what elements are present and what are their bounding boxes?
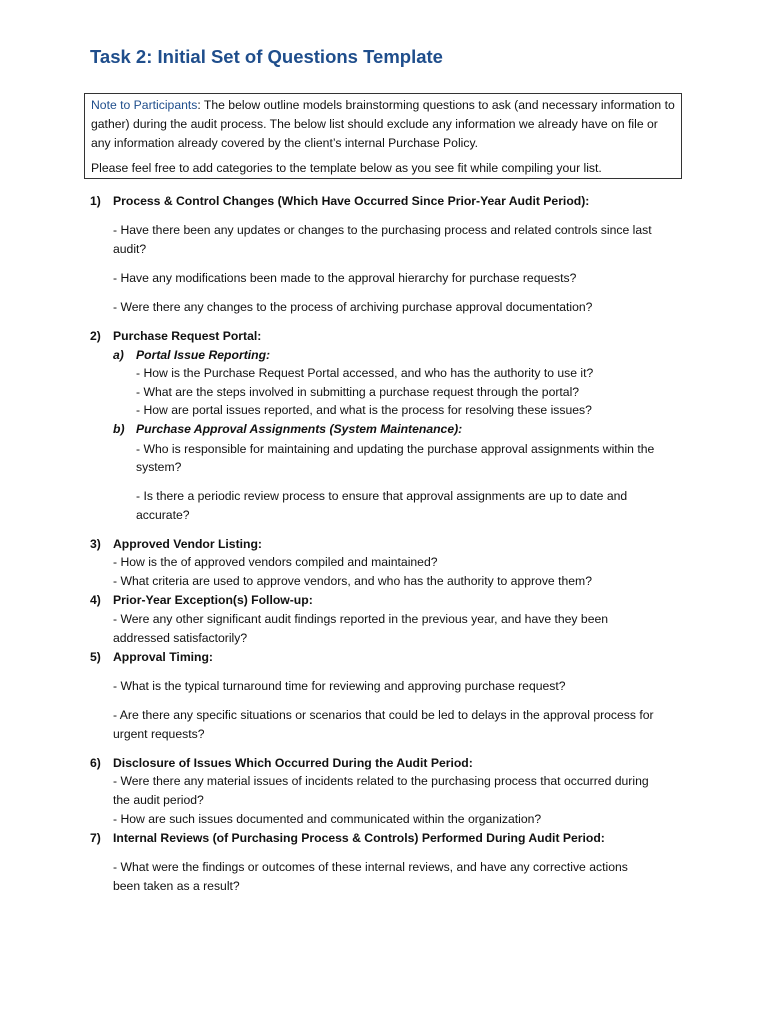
section-4-item-1: - Were any other significant audit findings reported in the previous year, and have they been xyxy=(113,612,609,626)
section-5-item-2: - Are there any specific situations or scenarios that could be led to delays in the approval process for xyxy=(113,708,654,722)
section-3-heading: Approved Vendor Listing: xyxy=(113,537,262,551)
section-6-heading: Disclosure of Issues Which Occurred During the Audit Period: xyxy=(113,756,473,770)
section-6-item-1: - Were there any material issues of incidents related to the purchasing process that occurred during xyxy=(113,774,649,788)
section-3-item-1: - How is the of approved vendors compiled and maintained? xyxy=(113,555,438,569)
section-5-item-1: - What is the typical turnaround time for reviewing and approving purchase request? xyxy=(113,679,566,693)
section-1-item-1-cont: audit? xyxy=(113,242,147,256)
section-5-number: 5) xyxy=(90,650,101,664)
section-2b-item-1-cont: system? xyxy=(136,460,182,474)
section-3-item-2: - What criteria are used to approve vendors, and who has the authority to approve them? xyxy=(113,574,592,588)
page-title: Task 2: Initial Set of Questions Template xyxy=(90,46,443,67)
note-box xyxy=(84,93,682,179)
section-2a-letter: a) xyxy=(113,348,124,362)
note-text-1: The below outline models brainstorming questions to ask (and necessary information to gather) during the audit process. The below list should exclude any information we already have on file or any information already covered by the client’s internal Purchase Policy. xyxy=(91,98,675,150)
section-2-number: 2) xyxy=(90,329,101,343)
section-6-item-1-cont: the audit period? xyxy=(113,793,204,807)
section-6-number: 6) xyxy=(90,756,101,770)
section-2b-letter: b) xyxy=(113,422,125,436)
section-2a-item-3: - How are portal issues reported, and what is the process for resolving these issues? xyxy=(136,403,592,417)
section-5-heading: Approval Timing: xyxy=(113,650,213,664)
section-7-heading: Internal Reviews (of Purchasing Process & Controls) Performed During Audit Period: xyxy=(113,831,605,845)
section-7-item-1-cont: been taken as a result? xyxy=(113,879,240,893)
section-5-item-2-cont: urgent requests? xyxy=(113,727,205,741)
section-4-number: 4) xyxy=(90,593,101,607)
note-paragraph-1 xyxy=(91,96,675,153)
note-separator: : xyxy=(197,98,201,112)
section-2a-item-1: - How is the Purchase Request Portal accessed, and who has the authority to use it? xyxy=(136,366,594,380)
section-1-item-2: - Have any modifications been made to the approval hierarchy for purchase requests? xyxy=(113,271,577,285)
section-2b-item-1: - Who is responsible for maintaining and updating the purchase approval assignments within the xyxy=(136,442,655,456)
section-2b-title: Purchase Approval Assignments (System Maintenance): xyxy=(136,422,463,436)
section-6-item-2: - How are such issues documented and communicated within the organization? xyxy=(113,812,542,826)
section-7-number: 7) xyxy=(90,831,101,845)
note-paragraph-2: Please feel free to add categories to the template below as you see fit while compiling your list. xyxy=(91,161,602,175)
section-1-item-3: - Were there any changes to the process of archiving purchase approval documentation? xyxy=(113,300,593,314)
section-3-number: 3) xyxy=(90,537,101,551)
section-1-heading: Process & Control Changes (Which Have Occurred Since Prior-Year Audit Period): xyxy=(113,194,590,208)
section-2b-item-2: - Is there a periodic review process to ensure that approval assignments are up to date and xyxy=(136,489,628,503)
section-4-item-1-cont: addressed satisfactorily? xyxy=(113,631,248,645)
section-2b-item-2-cont: accurate? xyxy=(136,508,190,522)
section-7-item-1: - What were the findings or outcomes of these internal reviews, and have any corrective actions xyxy=(113,860,628,874)
note-label: Note to Participants xyxy=(91,98,198,112)
section-1-number: 1) xyxy=(90,194,101,208)
section-2a-title: Portal Issue Reporting: xyxy=(136,348,271,362)
section-4-heading: Prior-Year Exception(s) Follow-up: xyxy=(113,593,313,607)
section-2-heading: Purchase Request Portal: xyxy=(113,329,262,343)
section-2a-item-2: - What are the steps involved in submitting a purchase request through the portal? xyxy=(136,385,580,399)
section-1-item-1: - Have there been any updates or changes to the purchasing process and related controls since last xyxy=(113,223,652,237)
